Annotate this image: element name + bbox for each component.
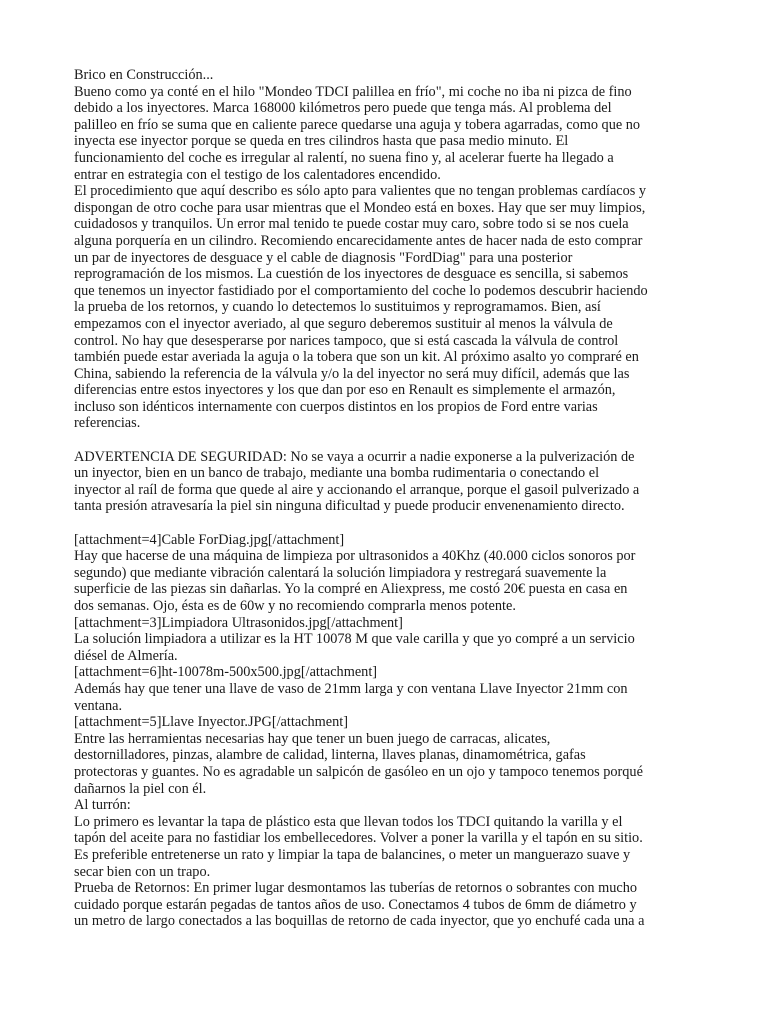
text-line: reprogramación de los mismos. La cuestión de los inyectores de desguace es sencilla, si sabemos [74, 266, 629, 283]
text-line: tapón del aceite para no fastidiar los embellecedores. Volver a poner la varilla y el tapón en su sitio. [74, 830, 643, 847]
text-line: dos semanas. Ojo, ésta es de 60w y no recomiendo comprarla menos potente. [74, 598, 516, 614]
text-line: Prueba de Retornos: En primer lugar desmontamos las tuberías de retornos o sobrantes con mucho [74, 880, 638, 897]
text-line: Entre las herramientas necesarias hay que tener un buen juego de carracas, alicates, [74, 730, 551, 747]
text-line: cuidadosos y tranquilos. Un error mal tenido te puede costar muy caro, sobre todo si se nos cuela [74, 216, 629, 233]
text-line: inyector al raíl de forma que quede al aire y accionando el arranque, porque el gasoil pulverizado a [74, 481, 640, 498]
text-line: [attachment=5]Llave Inyector.JPG[/attachment] [74, 714, 349, 731]
text-line: superficie de las piezas sin dañarlas. Yo la compré en Aliexpress, me costó 20€ puesta en casa en [74, 581, 628, 598]
paragraph [74, 449, 690, 515]
text-line: tanta presión atravesaría la piel sin ninguna dificultad y puede producir envenenamiento directo. [74, 498, 625, 515]
paragraph [74, 183, 690, 432]
text-line: un inyector, bien en un banco de trabajo, mediante una bomba rudimentaria o conectando el [74, 465, 600, 482]
text-line: [attachment=6]ht-10078m-500x500.jpg[/attachment] [74, 664, 378, 681]
text-line: palilleo en frío se suma que en caliente parece quedarse una aguja y tobera agarradas, como que no [74, 116, 641, 133]
text-line: cuidado porque estarán pegadas de tantos años de uso. Conectamos 4 tubos de 6mm de diámetro y [74, 896, 637, 913]
text-line: protectoras y guantes. No es agradable un salpicón de gasóleo en un ojo y tampoco tenemos porqué [74, 763, 643, 780]
text-line: diésel de Almería. [74, 647, 178, 664]
text-line: también puede estar averiada la aguja o la tobera que son un kit. Al próximo asalto yo compraré en [74, 349, 639, 366]
text-line: un metro de largo conectados a las boquillas de retorno de cada inyector, que yo enchufé cada una a [74, 913, 645, 930]
text-line: que tenemos un inyector fastidiado por el comportamiento del coche lo podemos descubrir haciendo [74, 282, 648, 299]
paragraph-gap [74, 432, 690, 449]
text-line: ventana. [74, 697, 123, 714]
text-line: diferencias entre estos inyectores y los que dan por eso en Renault es simplemente el armazón, [74, 382, 616, 399]
text-line: secar bien con un trapo. [74, 863, 211, 880]
text-line: Además hay que tener una llave de vaso de 21mm larga y con ventana Llave Inyector 21mm con [74, 680, 628, 697]
text-line: Bueno como ya conté en el hilo "Mondeo TDCI palillea en frío", mi coche no iba ni pizca de fino [74, 83, 632, 100]
text-line: El procedimiento que aquí describo es sólo apto para valientes que no tengan problemas cardíacos y [74, 183, 647, 200]
text-line: referencias. [74, 415, 141, 432]
text-line: alguna porquería en un cilindro. Recomiendo encarecidamente antes de hacer nada de esto comprar [74, 232, 643, 249]
document-body [74, 84, 690, 930]
text-line: dañarnos la piel con él. [74, 780, 207, 797]
text-line: ADVERTENCIA DE SEGURIDAD: No se vaya a ocurrir a nadie exponerse a la pulverización de [74, 448, 635, 465]
text-line: Lo primero es levantar la tapa de plástico esta que llevan todos los TDCI quitando la varilla y el [74, 813, 623, 830]
text-line: debido a los inyectores. Marca 168000 kilómetros pero puede que tenga más. Al problema del [74, 100, 612, 117]
text-line: control. No hay que desesperarse por narices tampoco, que si está cascada la válvula de control [74, 332, 619, 349]
text-line: [attachment=3]Limpiadora Ultrasonidos.jpg[/attachment] [74, 614, 403, 631]
text-line: incluso son idénticos internamente con cuerpos distintos en los propios de Ford entre varias [74, 398, 598, 415]
text-line: empezamos con el inyector averiado, al que seguro deberemos sustituir al menos la válvula de [74, 315, 613, 332]
paragraph [74, 84, 690, 184]
text-line: Es preferible entretenerse un rato y limpiar la tapa de balancines, o meter un manguerazo suave y [74, 846, 631, 863]
text-line: la prueba de los retornos, y cuando lo detectemos lo sustituimos y reprogramamos. Bien, así [74, 299, 601, 316]
text-line: Hay que hacerse de una máquina de limpieza por ultrasonidos a 40Khz (40.000 ciclos sonoros por [74, 548, 636, 565]
text-line: inyecta ese inyector porque se queda en tres cilindros hasta que pasa medio minuto. El [74, 133, 569, 150]
text-line: destornilladores, pinzas, alambre de calidad, linterna, llaves planas, dinamométrica, gafas [74, 747, 586, 764]
text-line: China, sabiendo la referencia de la válvula y/o la del inyector no será muy difícil, además que las [74, 365, 630, 382]
text-line: [attachment=4]Cable ForDiag.jpg[/attachment] [74, 531, 345, 548]
text-line: funcionamiento del coche es irregular al ralentí, no suena fino y, al acelerar fuerte ha llegado a [74, 149, 614, 166]
paragraph [74, 532, 690, 930]
text-line: dispongan de otro coche para usar mientras que el Mondeo está en boxes. Hay que ser muy limpios, [74, 199, 646, 216]
text-line: Brico en Construcción... [74, 67, 214, 83]
text-line: segundo) que mediante vibración calentará la solución limpiadora y restregará suavemente la [74, 564, 607, 581]
document-title [74, 67, 690, 84]
paragraph-gap [74, 515, 690, 532]
text-line: La solución limpiadora a utilizar es la HT 10078 M que vale carilla y que yo compré a un servicio [74, 631, 635, 648]
document-page [74, 67, 690, 930]
text-line: entrar en estrategia con el testigo de los calentadores encendido. [74, 166, 441, 183]
text-line: Al turrón: [74, 797, 131, 814]
text-line: un par de inyectores de desguace y el cable de diagnosis "FordDiag" para una posterior [74, 249, 573, 266]
